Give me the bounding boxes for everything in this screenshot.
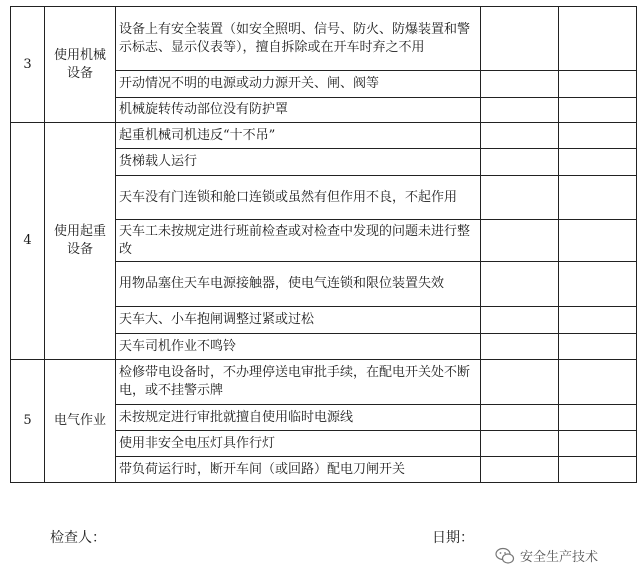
table-row xyxy=(11,123,637,149)
note-cell[interactable] xyxy=(559,262,637,307)
note-cell[interactable] xyxy=(559,334,637,360)
check-cell[interactable] xyxy=(481,220,559,262)
check-item: 检修带电设备时，不办理停送电审批手续，在配电开关处不断电，或不挂警示牌 xyxy=(116,360,481,405)
check-cell[interactable] xyxy=(481,334,559,360)
group-category: 使用机械设备 xyxy=(45,7,116,123)
check-item: 货梯载人运行 xyxy=(116,149,481,176)
check-cell[interactable] xyxy=(481,307,559,334)
check-item: 起重机械司机违反“十不吊” xyxy=(116,123,481,149)
check-item: 未按规定进行审批就擅自使用临时电源线 xyxy=(116,405,481,431)
check-item: 机械旋转传动部位没有防护罩 xyxy=(116,98,481,123)
check-item: 天车没有门连锁和舱口连锁或虽然有但作用不良，不起作用 xyxy=(116,176,481,220)
check-cell[interactable] xyxy=(481,457,559,483)
note-cell[interactable] xyxy=(559,176,637,220)
check-item: 带负荷运行时，断开车间（或回路）配电刀闸开关 xyxy=(116,457,481,483)
check-cell[interactable] xyxy=(481,431,559,457)
check-cell[interactable] xyxy=(481,149,559,176)
note-cell[interactable] xyxy=(559,360,637,405)
check-item: 开动情况不明的电源或动力源开关、闸、阀等 xyxy=(116,71,481,98)
wechat-icon xyxy=(495,547,515,565)
note-cell[interactable] xyxy=(559,7,637,71)
check-item: 天车工未按规定进行班前检查或对检查中发现的问题未进行整改 xyxy=(116,220,481,262)
table-row xyxy=(11,360,637,405)
note-cell[interactable] xyxy=(559,431,637,457)
check-cell[interactable] xyxy=(481,71,559,98)
check-item: 天车大、小车抱闸调整过紧或过松 xyxy=(116,307,481,334)
check-cell[interactable] xyxy=(481,262,559,307)
check-cell[interactable] xyxy=(481,98,559,123)
checklist-table xyxy=(10,6,637,483)
check-cell[interactable] xyxy=(481,123,559,149)
check-item: 使用非安全电压灯具作行灯 xyxy=(116,431,481,457)
table-row xyxy=(11,7,637,71)
watermark xyxy=(495,546,598,565)
check-cell[interactable] xyxy=(481,176,559,220)
watermark-text: 安全生产技术 xyxy=(520,550,599,565)
note-cell[interactable] xyxy=(559,149,637,176)
check-cell[interactable] xyxy=(481,405,559,431)
group-number: 4 xyxy=(11,123,45,360)
note-cell[interactable] xyxy=(559,457,637,483)
check-item: 用物品塞住天车电源接触器，使电气连锁和限位装置失效 xyxy=(116,262,481,307)
group-category: 电气作业 xyxy=(45,360,116,483)
check-item: 设备上有安全装置（如安全照明、信号、防火、防爆装置和警示标志、显示仪表等），擅自拆除或在开车时弃之不用 xyxy=(116,7,481,71)
group-category: 使用起重设备 xyxy=(45,123,116,360)
note-cell[interactable] xyxy=(559,220,637,262)
note-cell[interactable] xyxy=(559,123,637,149)
check-cell[interactable] xyxy=(481,7,559,71)
note-cell[interactable] xyxy=(559,71,637,98)
note-cell[interactable] xyxy=(559,405,637,431)
group-number: 5 xyxy=(11,360,45,483)
check-cell[interactable] xyxy=(481,360,559,405)
note-cell[interactable] xyxy=(559,98,637,123)
date-label: 日期： xyxy=(432,530,474,546)
note-cell[interactable] xyxy=(559,307,637,334)
group-number: 3 xyxy=(11,7,45,123)
inspector-label: 检查人： xyxy=(50,530,106,546)
check-item: 天车司机作业不鸣铃 xyxy=(116,334,481,360)
